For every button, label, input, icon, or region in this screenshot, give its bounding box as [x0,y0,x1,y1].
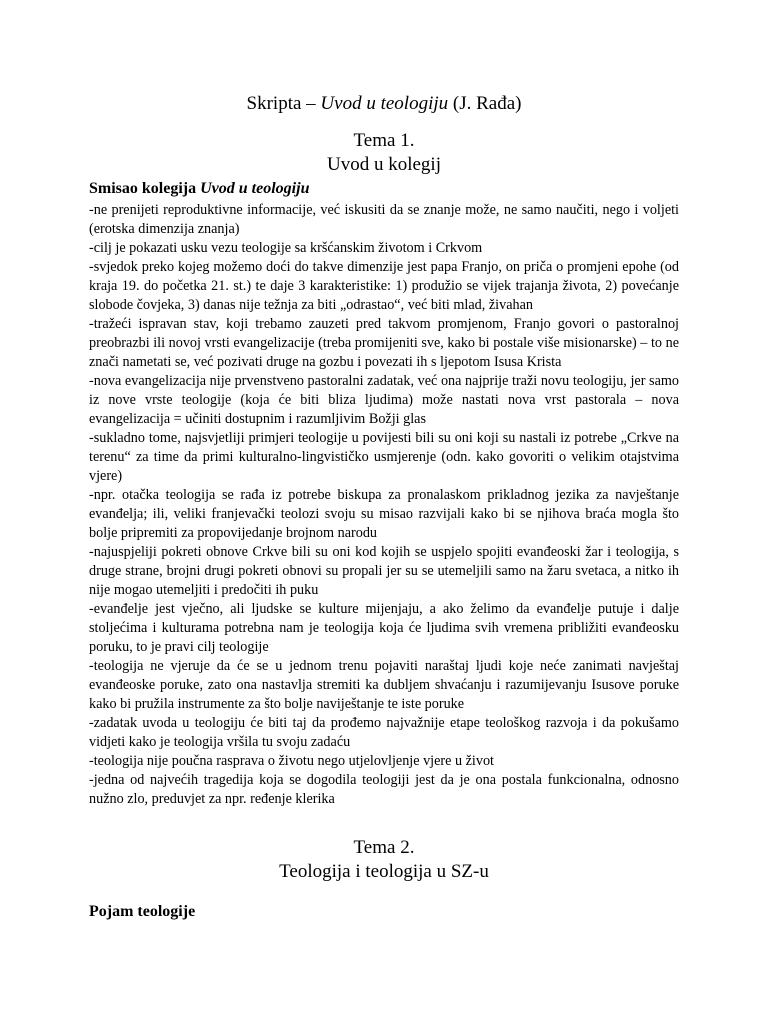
paragraph: -cilj je pokazati usku vezu teologije sa kršćanskim životom i Crkvom [89,240,483,256]
tema1-heading [0,129,768,177]
paragraph: -ne prenijeti reproduktivne informacije, već iskusiti da se znanje može, ne samo naučiti, nego i voljeti (erotska dimenzija znanja) [89,202,679,237]
paragraph: -nova evangelizacija nije prvenstveno pastoralni zadatak, već ona najprije traži novu teologiju, jer samo iz nove vrste teologije (koja će biti bliza ljudima) može nastati nova vrst pastorala – nova evangelizacija = učiniti dostupnim i razumljivim Božji glas [89,373,679,427]
paragraph: -teologija nije poučna rasprava o životu nego utjelovljenje vjere u život [89,753,494,769]
tema2-number: Tema 2. [353,837,415,858]
section1-body [89,201,679,809]
section1-heading [89,179,309,199]
paragraph: -jedna od najvećih tragedija koja se dogodila teologiji jest da je ona postala funkcionalna, odnosno nužno zlo, preduvjet za npr. ređenje klerika [89,772,679,807]
paragraph: -svjedok preko kojeg možemo doći do takve dimenzije jest papa Franjo, on priča o promjeni epohe (od kraja 19. do početka 21. st.) te daje 3 karakteristike: 1) produžio se vijek trajanja života, 2) povećanje slobode čovjeka, 3) danas nije težnja za biti „odrastao“, već biti mlad, živahan [89,259,679,313]
paragraph: -najuspjeliji pokreti obnove Crkve bili su oni kod kojih se uspjelo spojiti evanđeoski žar i teologija, s druge strane, brojni drugi pokreti obnovi su propali jer su se utemeljili samo na žaru svetaca, a nitko ih nije mogao utemeljiti i predočiti ih puku [89,544,679,598]
paragraph: -npr. otačka teologija se rađa iz potrebe biskupa za pronalaskom prikladnog jezika za navještanje evanđelja; ili, veliki franjevački teolozi svoju su misao razvijali kako bi se njihova braća mogla što bolje pripremiti za propovijedanje brojnom narodu [89,487,679,541]
paragraph: -teologija ne vjeruje da će se u jednom trenu pojaviti naraštaj ljudi koje neće zanimati navještaj evanđeoske poruke, zato ona nastavlja stremiti ka dubljem shvaćanju i razumijevanju Isusove poruke kako bi pružila instrumente za što bolje naviještanje te iste poruke [89,658,679,712]
paragraph: -zadatak uvoda u teologiju će biti taj da prođemo najvažnije etape teološkog razvoja i da pokušamo vidjeti kako je teologija vršila tu svoju zadaću [89,715,679,750]
section1-heading-prefix: Smisao kolegija [89,180,201,197]
document-title-italic: Uvod u teologiju [320,93,449,114]
section2-heading: Pojam teologije [89,903,196,920]
tema2-heading [0,836,768,884]
tema1-number: Tema 1. [353,130,415,151]
tema2-name: Teologija i teologija u SZ-u [279,861,489,882]
paragraph: -evanđelje jest vječno, ali ljudske se kulture mijenjaju, a ako želimo da evanđelje putuje i dalje stoljećima i kulturama potrebna nam je teologija koja će ljudima svih vremena približiti evanđeosku poruku, to je pravi cilj teologije [89,601,679,655]
section1-heading-italic: Uvod u teologiju [200,180,310,197]
paragraph: -sukladno tome, najsvjetliji primjeri teologije u povijesti bili su oni koji su nastali iz potrebe „Crkve na terenu“ za time da primi kulturalno-lingvističko usmjerenje (odn. kako govoriti o velikim otajstvima vjere) [89,430,679,484]
tema1-name: Uvod u kolegij [327,154,441,175]
paragraph: -tražeći ispravan stav, koji trebamo zauzeti pred takvom promjenom, Franjo govori o pastoralnoj preobrazbi ili novoj vrsti evangelizacije (treba promijeniti sve, kako bi postale više misionarske) – to ne znači nametati se, već pozivati druge na gozbu i povezati ih s ljepotom Isusa Krista [89,316,679,370]
document-title [0,91,768,117]
document-title-prefix: Skripta – [246,93,321,114]
document-title-suffix: (J. Rađa) [448,93,522,114]
